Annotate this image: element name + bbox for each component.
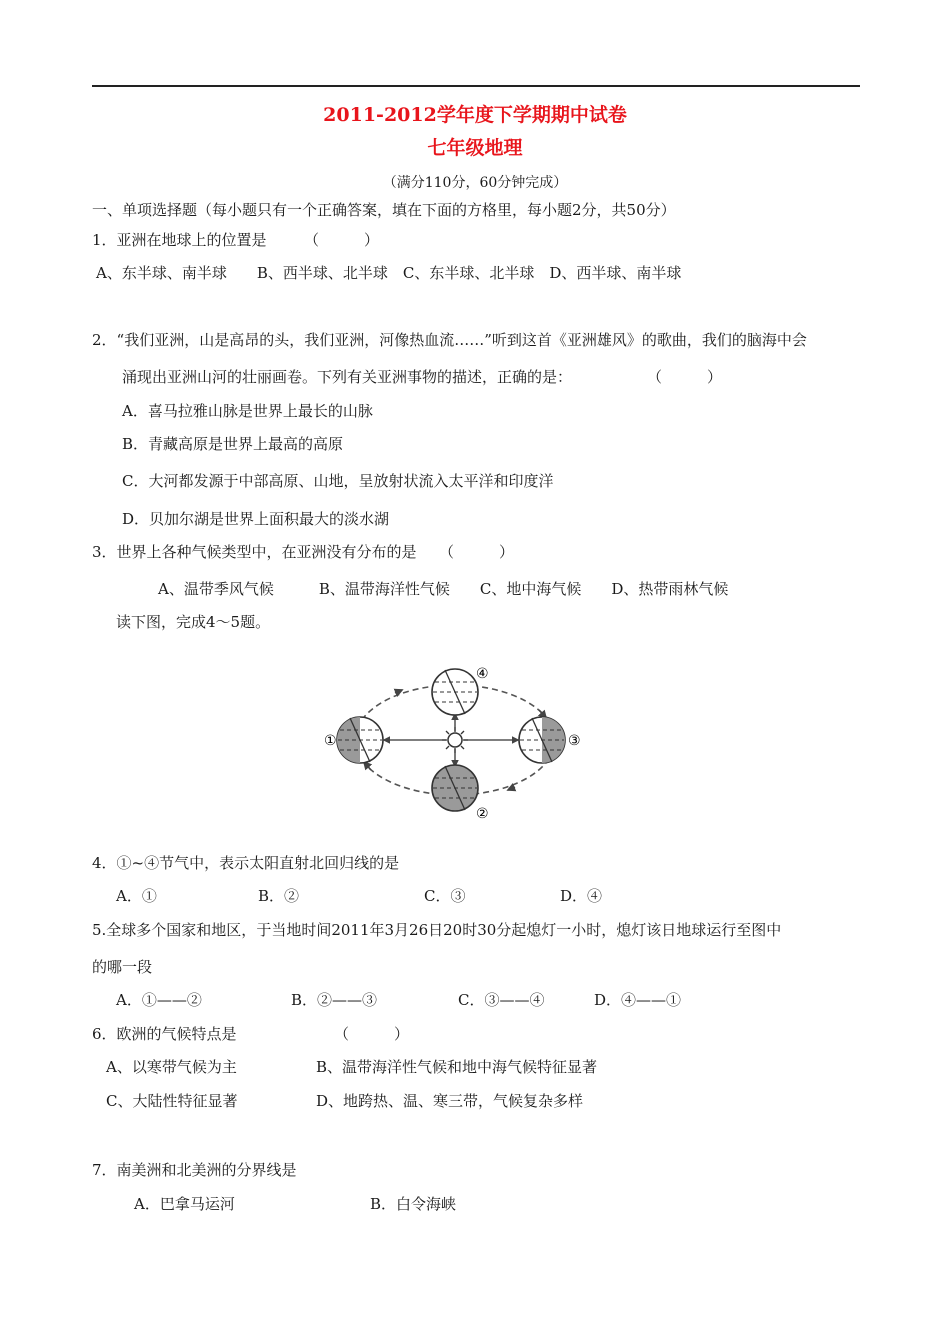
q6-stem: 6．欧洲的气候特点是 （ ） [92,1025,410,1043]
q3-stem: 3．世界上各种气候类型中，在亚洲没有分布的是 （ ） [92,543,515,561]
q5-option-c: C．③——④ [458,991,545,1009]
q7-option-a: A．巴拿马运河 [134,1195,235,1213]
earth-position-4 [432,669,478,715]
page-subtitle: 七年级地理 [427,137,523,159]
q4-option-a: A．① [116,887,157,905]
q2-stem-line2: 涌现出亚洲山河的壮丽画卷。下列有关亚洲事物的描述，正确的是： （ ） [122,368,723,386]
q4-option-b: B．② [258,887,300,905]
score-note: （满分110分，60分钟完成） [382,175,568,191]
q3-options: A、温带季风气候 B、温带海洋性气候 C、地中海气候 D、热带雨林气候 [158,580,729,598]
q4-option-c: C．③ [424,887,466,905]
q7-option-b: B．白令海峡 [370,1195,457,1213]
q5-stem-line2: 的哪一段 [92,958,153,976]
page-title: 2011-2012学年度下学期期中试卷 [323,104,627,126]
q5-option-b: B．②——③ [291,991,378,1009]
q6-option-c: C、大陆性特征显著 [106,1092,238,1110]
orbit-arrow-icon [508,787,515,790]
label-1: ① [324,733,337,749]
orbit-arrow-icon [395,690,402,693]
q1-stem: 1．亚洲在地球上的位置是 （ ） [92,231,380,249]
earth-position-2 [432,765,478,811]
q4-option-d: D．④ [560,887,603,905]
q2-option-c: C．大河都发源于中部高原、山地，呈放射状流入太平洋和印度洋 [122,472,554,490]
earth-position-1 [337,717,383,763]
q2-option-d: D．贝加尔湖是世界上面积最大的淡水湖 [122,510,390,528]
earth-position-3 [519,717,565,763]
q2-stem-line1: 2．“我们亚洲，山是高昂的头，我们亚洲，河像热血流……”听到这首《亚洲雄风》的歌曲，我们的脑海中会 [92,331,807,349]
q6-option-b: B、温带海洋性气候和地中海气候特征显著 [316,1058,598,1076]
q1-options: A、东半球、南半球 B、西半球、北半球 C、东半球、北半球 D、西半球、南半球 [96,264,682,282]
q4-stem: 4．①~④节气中，表示太阳直射北回归线的是 [92,854,400,872]
q5-stem-line1: 5.全球多个国家和地区，于当地时间2011年3月26日20时30分起熄灯一小时，熄灯该日地球运行至图中 [92,921,782,939]
read-instruction: 读下图，完成4～5题。 [116,613,271,631]
q6-option-d: D、地跨热、温、寒三带，气候复杂多样 [316,1092,584,1110]
top-rule [92,85,860,87]
earth-orbit-diagram [310,660,600,825]
q2-option-b: B．青藏高原是世界上最高的高原 [122,435,344,453]
label-3: ③ [568,733,581,749]
q6-option-a: A、以寒带气候为主 [106,1058,237,1076]
q5-option-a: A．①——② [116,991,202,1009]
label-4: ④ [476,666,489,682]
q7-stem: 7．南美洲和北美洲的分界线是 [92,1161,297,1179]
section-heading: 一、单项选择题（每小题只有一个正确答案，填在下面的方格里，每小题2分，共50分） [92,201,676,219]
q5-option-d: D．④——① [594,991,682,1009]
label-2: ② [476,806,489,822]
q2-option-a: A．喜马拉雅山脉是世界上最长的山脉 [122,402,373,420]
